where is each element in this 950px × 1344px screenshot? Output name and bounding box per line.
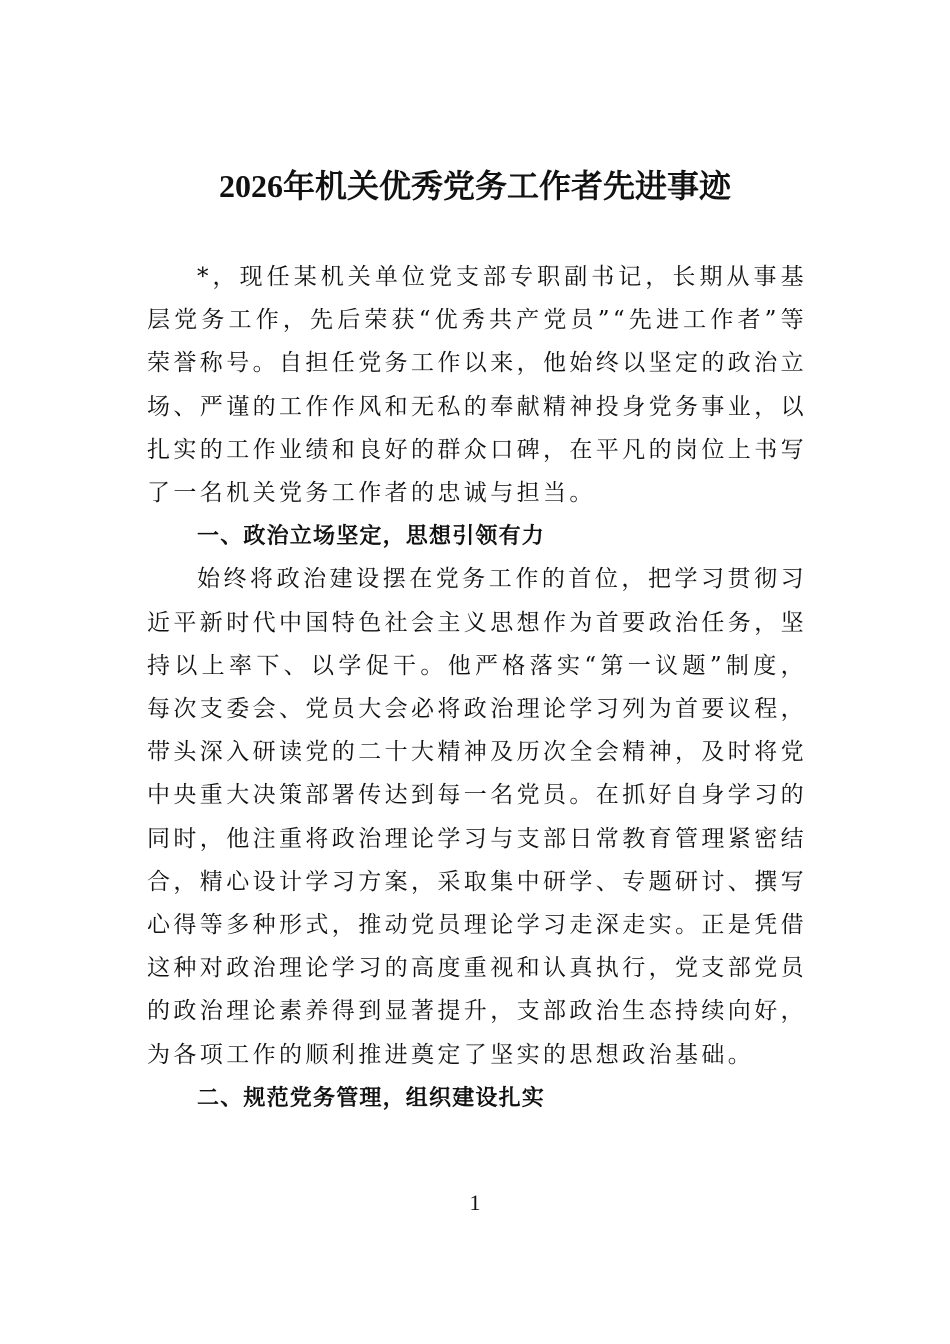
document-title: 2026年机关优秀党务工作者先进事迹 xyxy=(218,168,731,204)
page-number: 1 xyxy=(469,1190,481,1215)
section-heading-1: 一、政治立场坚定，思想引领有力 xyxy=(197,524,546,550)
section-1-paragraph: 始终将政治建设摆在党务工作的首位，把学习贯彻习近平新时代中国特色社会主义思想作为首要政治任务，坚持以上率下、以学促干。他严格落实“第一议题”制度，每次支委会、党员大会必将政治理论学习列为首要议程，带头深入研读党的二十大精神及历次全会精神，及时将党中央重大决策部署传达到每一名党员。在抓好自身学习的同时，他注重将政治理论学习与支部日常教育管理紧密结合，精心设计学习方案，采取集中研学、专题研讨、撰写心得等多种形式，推动党员理论学习走深走实。正是凭借这种对政治理论学习的高度重视和认真执行，党支部党员的政治理论素养得到显著提升，支部政治生态持续向好，为各项工作的顺利推进奠定了坚实的思想政治基础。 xyxy=(147,566,807,1068)
document-body xyxy=(147,256,807,1120)
section-heading-2: 二、规范党务管理，组织建设扎实 xyxy=(197,1085,546,1111)
intro-paragraph: *，现任某机关单位党支部专职副书记，长期从事基层党务工作，先后荣获“优秀共产党员”“先进工作者”等荣誉称号。自担任党务工作以来，他始终以坚定的政治立场、严谨的工作作风和无私的奉献精神投身党务事业，以扎实的工作业绩和良好的群众口碑，在平凡的岗位上书写了一名机关党务工作者的忠诚与担当。 xyxy=(147,264,807,507)
